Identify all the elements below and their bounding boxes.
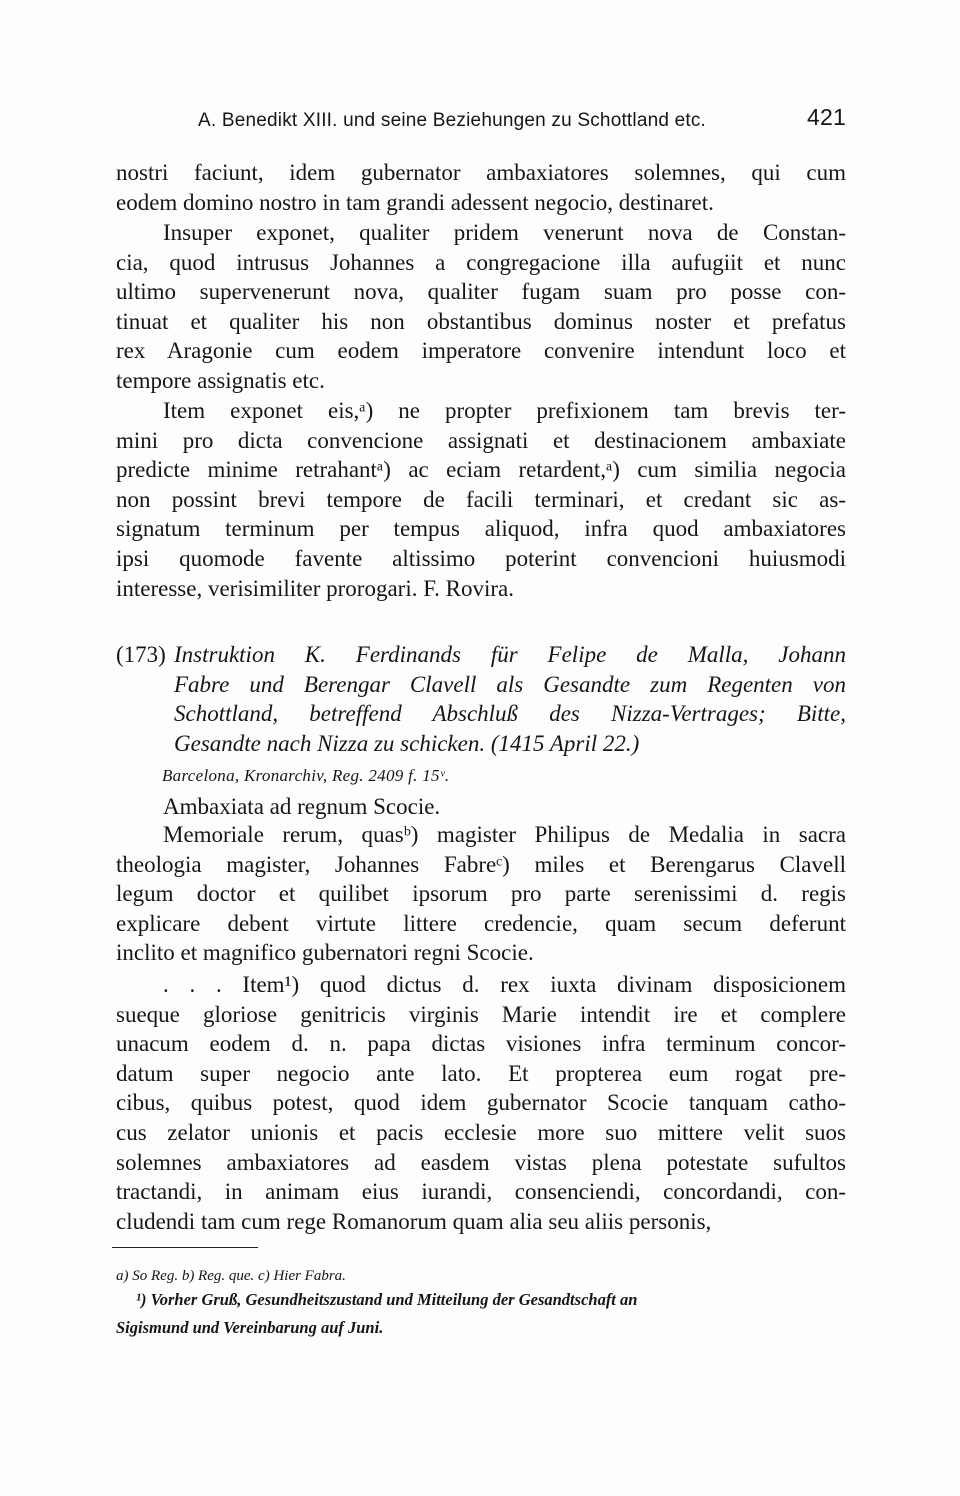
text-line: tractandi, in animam eius iurandi, consenciendi, concordandi, con- <box>116 1179 846 1205</box>
paragraph <box>116 396 846 603</box>
text-line: unacum eodem d. n. papa dictas visiones infra terminum concor- <box>116 1031 846 1057</box>
text-line: datum super negocio ante lato. Et propterea eum rogat pre- <box>116 1060 846 1086</box>
text-line: ipsi quomode favente altissimo poterint convencioni huiusmodi <box>116 545 846 571</box>
text-line: ¹) Vorher Gruß, Gesundheitszustand und Mitteilung der Gesandtschaft an <box>136 1290 638 1309</box>
text-line: solemnes ambaxiatores ad easdem vistas plena potestate sufultos <box>116 1149 846 1175</box>
running-header <box>198 104 848 132</box>
text-line: tempore assignatis etc. <box>116 367 325 393</box>
text-line: cus zelator unionis et pacis ecclesie more suo mittere velit suos <box>116 1119 846 1145</box>
text-line: Gesandte nach Nizza zu schicken. (1415 April 22.) <box>174 730 640 756</box>
text-line: cibus, quibus potest, quod idem gubernator Scocie tanquam catho- <box>116 1090 846 1116</box>
text-line: legum doctor et quilibet ipsorum pro parte serenissimi d. regis <box>116 881 846 907</box>
document-heading <box>116 640 846 758</box>
text-line: cia, quod intrusus Johannes a congregacione illa aufugiit et nunc <box>116 249 846 275</box>
paragraph-item-exponet <box>116 396 846 603</box>
paragraph <box>116 970 846 1236</box>
text-line: nostri faciunt, idem gubernator ambaxiatores solemnes, qui cum <box>116 160 846 185</box>
running-title: A. Benedikt XIII. und seine Beziehungen zu Schottland etc. <box>198 110 707 131</box>
text-line: sueque gloriose genitricis virginis Marie intendit ire et complere <box>116 1001 846 1027</box>
footnote-numbered <box>116 1286 846 1342</box>
paragraph <box>116 218 846 396</box>
footnote-rule <box>112 1247 258 1248</box>
paragraph <box>116 820 846 968</box>
text-line: mini pro dicta convencione assignati et destinacionem ambaxiate <box>116 427 846 453</box>
text-line: Sigismund und Vereinbarung auf Juni. <box>116 1318 384 1337</box>
text-line: Instruktion K. Ferdinands für Felipe de Malla, Johann <box>174 642 846 667</box>
page-number: 421 <box>807 104 846 130</box>
paragraph-insuper <box>116 218 846 396</box>
paragraph <box>116 158 846 217</box>
text-line: eodem domino nostro in tam grandi adessent negocio, destinaret. <box>116 189 714 215</box>
text-line: . . . Item¹) quod dictus d. rex iuxta divinam disposicionem <box>163 972 846 997</box>
text-line: non possint brevi tempore de facili terminari, et credant sic as- <box>116 486 846 512</box>
text-line: explicare debent virtute littere credencie, quam secum deferunt <box>116 910 846 936</box>
text-line: cludendi tam cum rege Romanorum quam alia seu aliis personis, <box>116 1208 712 1234</box>
text-line: Fabre und Berengar Clavell als Gesandte zum Regenten von <box>174 671 846 697</box>
text-line: Item exponet eis,ᵃ) ne propter prefixionem tam brevis ter- <box>163 398 846 423</box>
paragraph: Ambaxiata ad regnum Scocie. <box>163 794 441 819</box>
paragraph-item-quod <box>116 970 846 1236</box>
text-line: rex Aragonie cum eodem imperatore convenire intendunt loco et <box>116 338 846 364</box>
text-line: theologia magister, Johannes Fabreᶜ) miles et Berengarus Clavell <box>116 851 846 877</box>
footnote-letters: a) So Reg. b) Reg. que. c) Hier Fabra. <box>116 1268 346 1284</box>
text-line: predicte minime retrahantᵃ) ac eciam retardent,ᵃ) cum similia negocia <box>116 457 846 483</box>
paragraph-memoriale <box>116 820 846 968</box>
text-line: Insuper exponet, qualiter pridem venerunt nova de Constan- <box>163 220 846 245</box>
text-line: interesse, verisimiliter prorogari. F. Rovira. <box>116 575 515 601</box>
paragraph-continuation <box>116 158 846 217</box>
text-line: Schottland, betreffend Abschluß des Nizza-Vertrages; Bitte, <box>174 701 846 727</box>
text-line: tinuat et qualiter his non obstantibus dominus noster et prefatus <box>116 308 846 334</box>
text-line: inclito et magnifico gubernatori regni Scocie. <box>116 940 534 966</box>
text-line: ultimo supervenerunt nova, qualiter fugam suam pro posse con- <box>116 279 846 305</box>
text-line: signatum terminum per tempus aliquod, infra quod ambaxiatores <box>116 516 846 542</box>
paragraph-ambaxiata <box>116 792 846 822</box>
archive-source: Barcelona, Kronarchiv, Reg. 2409 f. 15ᵛ. <box>162 766 450 785</box>
text-line: Memoriale rerum, quasᵇ) magister Philipus de Medalia in sacra <box>163 822 846 847</box>
document-number: (173) <box>116 642 166 667</box>
